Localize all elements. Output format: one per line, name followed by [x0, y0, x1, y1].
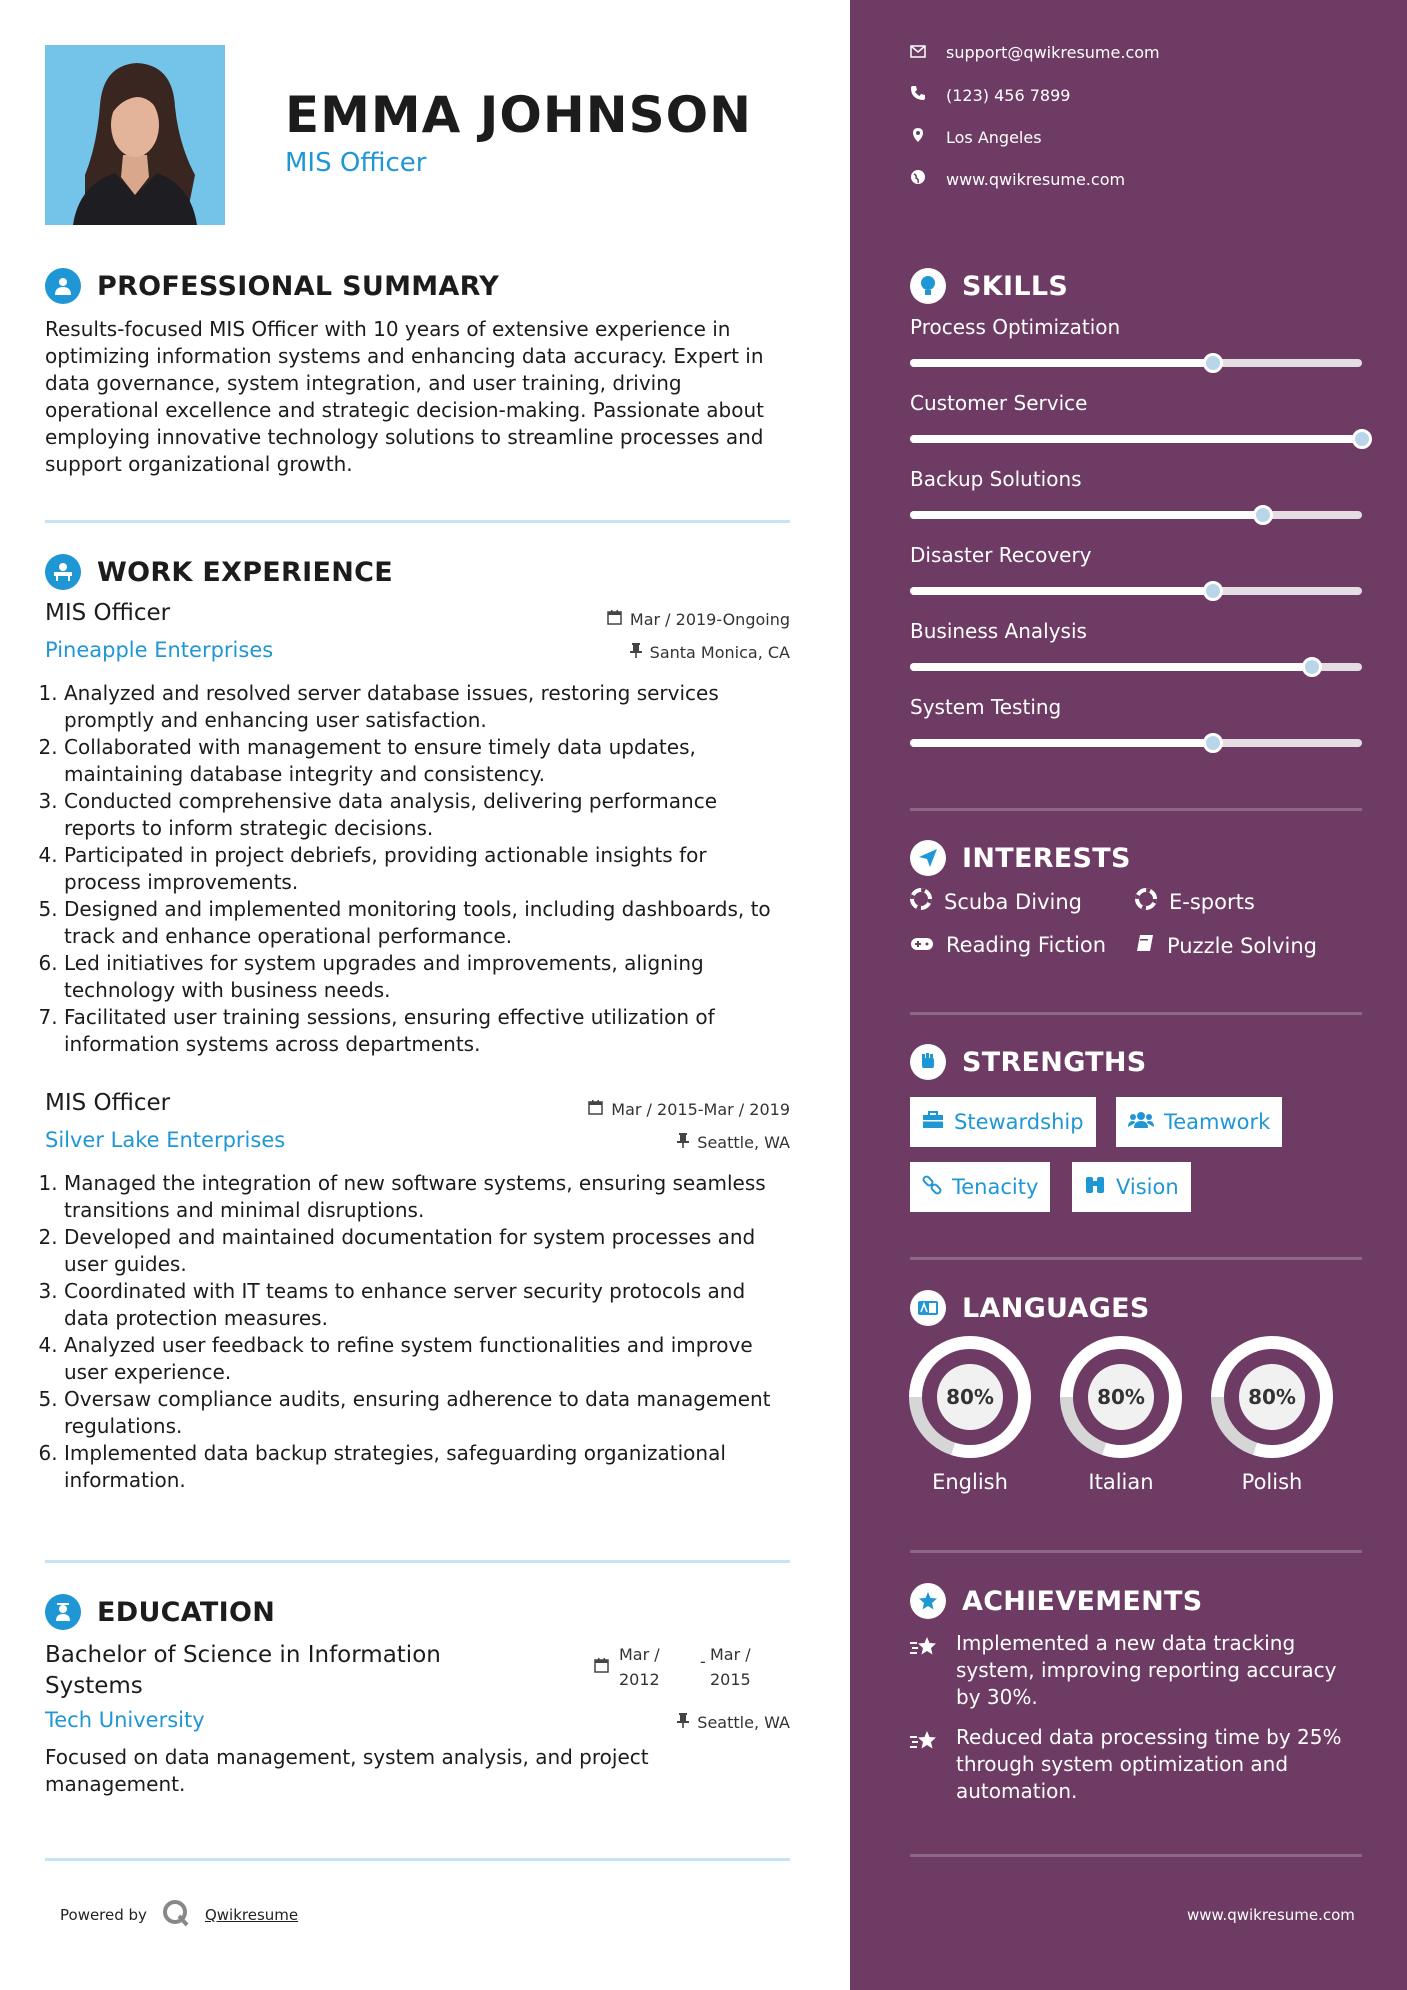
skill-bar-fill [910, 587, 1213, 595]
list-item: 6. Led initiatives for system upgrades and improvements, aligning technology with business needs. [64, 950, 785, 1004]
list-item: 6. Implemented data backup strategies, safeguarding organizational information. [64, 1440, 785, 1494]
list-item: 2. Developed and maintained documentation for system processes and user guides. [64, 1224, 785, 1278]
footer-powered-by [60, 1898, 298, 1932]
start-year: 2012 [619, 1670, 660, 1689]
skill-bar [910, 587, 1362, 595]
skill-label: Business Analysis [910, 619, 1087, 643]
summary-header [45, 268, 499, 304]
strengths-header [910, 1044, 1147, 1080]
language-item [1060, 1336, 1182, 1494]
interest-item [910, 933, 1106, 957]
strength-chip [910, 1097, 1096, 1147]
pin-icon [677, 1713, 689, 1732]
language-percent: 80% [937, 1364, 1003, 1430]
list-item: 1. Analyzed and resolved server database issues, restoring services promptly and enhancing user satisfaction. [64, 680, 785, 734]
skill-label: Process Optimization [910, 315, 1121, 339]
link-icon [922, 1175, 942, 1200]
strength-chip [1116, 1097, 1282, 1147]
skill-bar-knob [1203, 733, 1223, 753]
interest-label: Puzzle Solving [1167, 933, 1317, 958]
gamepad-icon [910, 933, 934, 957]
skill-bar-knob [1203, 353, 1223, 373]
strength-label: Stewardship [954, 1110, 1084, 1134]
list-item: 2. Collaborated with management to ensure timely data updates, maintaining database integrity and consistency. [64, 734, 785, 788]
website-text[interactable]: www.qwikresume.com [946, 169, 1126, 189]
email-text[interactable]: support@qwikresume.com [946, 43, 1160, 62]
user-icon [45, 268, 81, 304]
languages-list [909, 1336, 1369, 1506]
strength-chip [1072, 1162, 1191, 1212]
job-title: MIS Officer [45, 1090, 171, 1116]
company-name: Pineapple Enterprises [45, 638, 274, 662]
skill-label: Disaster Recovery [910, 543, 1092, 567]
skills-header [910, 268, 1068, 304]
achievements-title: ACHIEVEMENTS [962, 1585, 1203, 1617]
language-ring-gap [1224, 1349, 1320, 1445]
section-divider [910, 1854, 1362, 1857]
strength-label: Teamwork [1164, 1110, 1271, 1134]
start-month: Mar / [619, 1645, 660, 1664]
powered-by-label: Powered by [60, 1906, 147, 1924]
skill-bar-fill [910, 511, 1263, 519]
pin-icon [630, 643, 642, 662]
strength-label: Vision [1116, 1175, 1179, 1199]
languages-header [910, 1290, 1150, 1326]
language-name: Polish [1241, 1470, 1303, 1494]
language-item [1211, 1336, 1333, 1494]
graduate-icon [45, 1594, 81, 1630]
language-name: English [932, 1470, 1008, 1494]
qwikresume-logo-icon [161, 1898, 191, 1932]
interest-item [910, 888, 1082, 915]
contact-website [910, 169, 1125, 189]
calendar-icon [594, 1658, 609, 1677]
binoculars-icon [1084, 1175, 1106, 1200]
star-badge-icon [910, 1583, 946, 1619]
book-icon [1135, 933, 1155, 958]
section-divider [45, 1858, 790, 1861]
interests-header [910, 840, 1131, 876]
language-percent: 80% [1239, 1364, 1305, 1430]
skill-bar [910, 435, 1362, 443]
section-divider [910, 1550, 1362, 1553]
job-location [677, 1133, 790, 1152]
skill-row [910, 315, 1362, 339]
language-name: Italian [1088, 1470, 1154, 1494]
skill-bar-knob [1203, 581, 1223, 601]
trophy-star-icon [910, 1635, 940, 1665]
end-year: 2015 [710, 1670, 751, 1689]
skill-row [910, 543, 1362, 567]
list-item: 4. Participated in project debriefs, providing actionable insights for process improvements. [64, 842, 785, 896]
list-item: 1. Managed the integration of new software systems, ensuring seamless transitions and minimal disruptions. [64, 1170, 785, 1224]
skill-bar-knob [1253, 505, 1273, 525]
education-location [677, 1713, 790, 1732]
interests-title: INTERESTS [962, 842, 1131, 874]
skill-row [910, 391, 1362, 415]
job-dates [588, 1100, 790, 1119]
lightbulb-icon [910, 268, 946, 304]
map-marker-icon [910, 127, 926, 147]
experience-title: WORK EXPERIENCE [97, 556, 393, 588]
location-text: Los Angeles [946, 127, 1042, 147]
translate-icon [910, 1290, 946, 1326]
list-item: 4. Analyzed user feedback to refine system functionalities and improve user experience. [64, 1332, 785, 1386]
skill-bar-fill [910, 663, 1312, 671]
skill-row [910, 619, 1362, 643]
job-responsibilities [45, 1170, 785, 1494]
language-ring-gap [922, 1349, 1018, 1445]
globe-icon [910, 169, 926, 189]
achievement-item: Implemented a new data tracking system, improving reporting accuracy by 30%. [956, 1631, 1337, 1709]
education-start [619, 1642, 660, 1692]
language-ring [1060, 1336, 1182, 1458]
skill-bar [910, 359, 1362, 367]
lifebuoy-icon [1135, 888, 1157, 915]
contact-phone [910, 85, 1070, 105]
strengths-title: STRENGTHS [962, 1046, 1147, 1078]
degree-name: Bachelor of Science in Information Systems [45, 1642, 441, 1699]
strength-label: Tenacity [952, 1175, 1039, 1199]
section-divider [910, 1012, 1362, 1015]
contact-location [910, 127, 1042, 147]
section-divider [910, 808, 1362, 811]
strength-chip [910, 1162, 1050, 1212]
education-description: Focused on data management, system analysis, and project management. [45, 1745, 649, 1796]
education-end [710, 1642, 751, 1692]
skill-bar-fill [910, 435, 1362, 443]
contact-email [910, 43, 1160, 62]
brand-link[interactable]: Qwikresume [204, 1906, 299, 1924]
section-divider [910, 1257, 1362, 1260]
interest-item [1135, 888, 1255, 915]
date-separator: - [700, 1652, 706, 1671]
job-title: MIS Officer [45, 600, 171, 626]
skills-title: SKILLS [962, 270, 1069, 302]
language-item [909, 1336, 1031, 1494]
company-name: Silver Lake Enterprises [45, 1128, 286, 1152]
summary-title: PROFESSIONAL SUMMARY [97, 270, 500, 302]
education-location-text: Seattle, WA [697, 1713, 790, 1732]
achievement-item: Reduced data processing time by 25% through system optimization and automation. [956, 1725, 1342, 1803]
skill-row [910, 467, 1362, 491]
language-ring [1211, 1336, 1333, 1458]
list-item: 5. Designed and implemented monitoring tools, including dashboards, to track and enhance operational performance. [64, 896, 785, 950]
list-item: 5. Oversaw compliance audits, ensuring adherence to data management regulations. [64, 1386, 785, 1440]
job-dates-text: Mar / 2019-Ongoing [629, 610, 790, 629]
experience-header [45, 554, 393, 590]
footer-website[interactable]: www.qwikresume.com [1187, 1906, 1355, 1924]
interest-label: E-sports [1169, 889, 1255, 914]
job-responsibilities [45, 680, 785, 1058]
language-ring [909, 1336, 1031, 1458]
phone-text: (123) 456 7899 [946, 85, 1071, 105]
language-percent: 80% [1088, 1364, 1154, 1430]
summary-text: Results-focused MIS Officer with 10 years of extensive experience in optimizing information systems and enhancing data accuracy. Expert in data governance, system integration, and user training, driving operational excellence and strategic decision-making. Passionate about employing innovative technology solutions to streamline processes and support organizational growth. [45, 317, 764, 476]
interest-label: Reading Fiction [946, 933, 1107, 957]
calendar-icon [588, 1100, 603, 1119]
skill-label: Backup Solutions [910, 467, 1082, 491]
section-divider [45, 520, 790, 523]
skill-row [910, 695, 1362, 719]
paper-plane-icon [910, 840, 946, 876]
envelope-icon [910, 43, 926, 62]
profile-photo [45, 45, 225, 225]
calendar-icon [607, 610, 622, 629]
candidate-name: EMMA JOHNSON [285, 86, 752, 144]
list-item: 3. Coordinated with IT teams to enhance server security protocols and data protection measures. [64, 1278, 785, 1332]
list-item: 7. Facilitated user training sessions, ensuring effective utilization of information systems across departments. [64, 1004, 785, 1058]
candidate-role: MIS Officer [285, 148, 427, 178]
phone-icon [910, 85, 926, 105]
end-month: Mar / [710, 1645, 751, 1664]
sidebar [850, 0, 1407, 1990]
language-ring-gap [1073, 1349, 1169, 1445]
education-header [45, 1594, 275, 1630]
fist-icon [910, 1044, 946, 1080]
job-location [630, 643, 790, 662]
education-title: EDUCATION [97, 1596, 276, 1628]
trophy-star-icon [910, 1729, 940, 1759]
languages-title: LANGUAGES [962, 1292, 1150, 1324]
skill-label: Customer Service [910, 391, 1088, 415]
skill-bar-knob [1352, 429, 1372, 449]
briefcase-icon [922, 1110, 944, 1134]
skill-bar [910, 663, 1362, 671]
interest-label: Scuba Diving [944, 889, 1082, 914]
skill-bar-fill [910, 739, 1213, 747]
skill-bar-knob [1302, 657, 1322, 677]
section-divider [45, 1560, 790, 1563]
skill-bar-fill [910, 359, 1213, 367]
users-icon [1128, 1110, 1154, 1134]
interest-item [1135, 933, 1317, 958]
job-location-text: Seattle, WA [697, 1133, 790, 1152]
job-location-text: Santa Monica, CA [649, 643, 790, 662]
achievements-header [910, 1583, 1203, 1619]
desk-icon [45, 554, 81, 590]
job-dates [607, 610, 790, 629]
job-dates-text: Mar / 2015-Mar / 2019 [611, 1100, 790, 1119]
skill-bar [910, 511, 1362, 519]
lifebuoy-icon [910, 888, 932, 915]
skill-bar [910, 739, 1362, 747]
list-item: 3. Conducted comprehensive data analysis, delivering performance reports to inform strategic decisions. [64, 788, 785, 842]
school-name: Tech University [45, 1708, 205, 1732]
skill-label: System Testing [910, 695, 1062, 719]
pin-icon [677, 1133, 689, 1152]
